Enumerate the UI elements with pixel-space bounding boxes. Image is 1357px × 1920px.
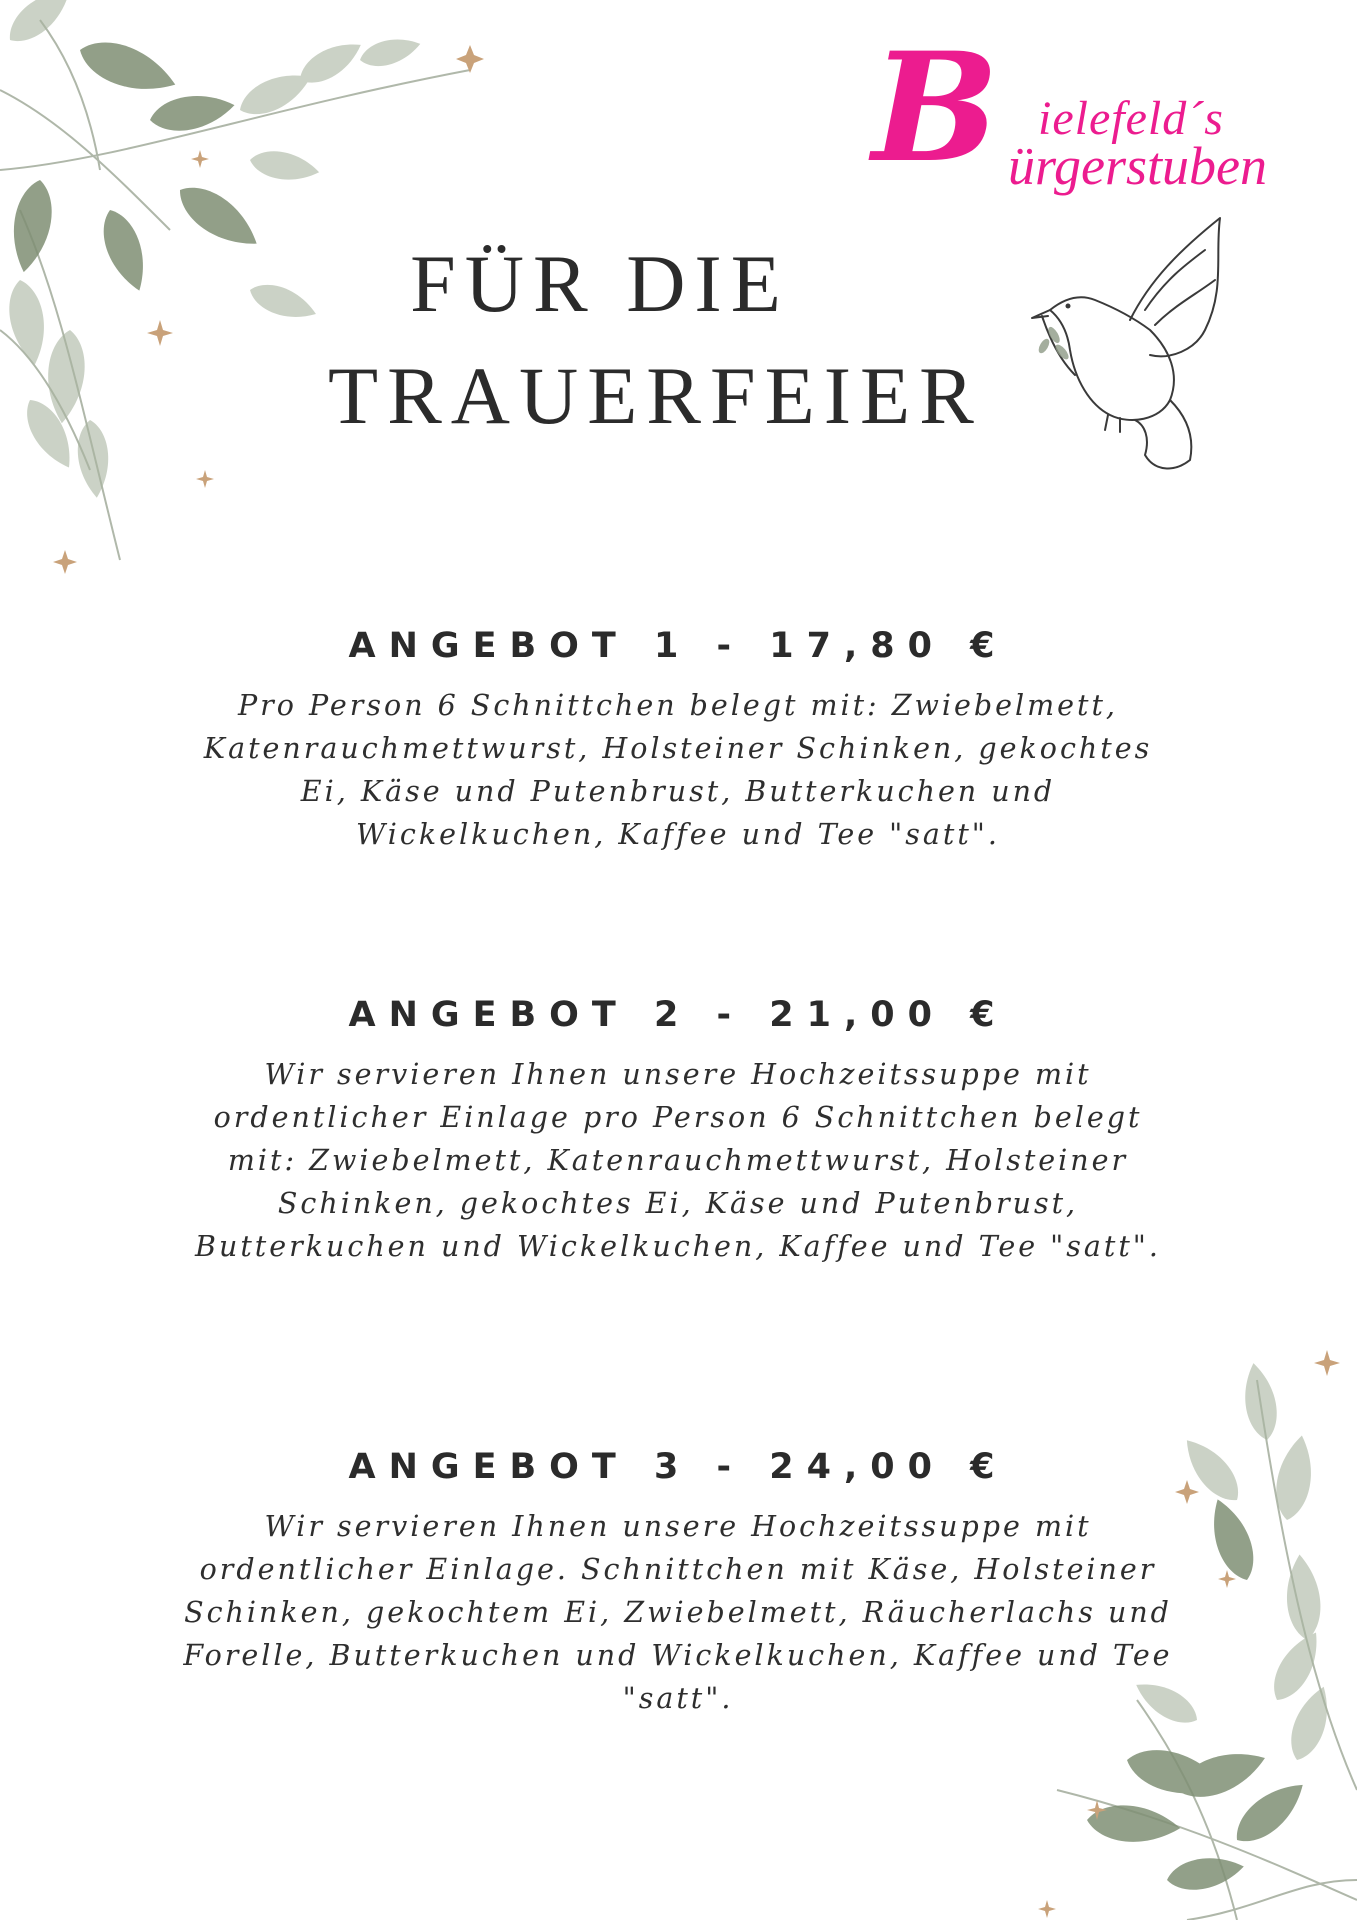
leaves-decoration-icon bbox=[937, 1320, 1357, 1920]
offer-3-description: Wir servieren Ihnen unsere Hochzeitssuppe mit ordentlicher Einlage. Schnittchen mit Käse, Holsteiner Schinken, gekochtem Ei, Zwiebelmett, Räucherlachs und Forelle, Butterkuchen und Wickelkuchen, Kaffee und Tee "satt". bbox=[183, 1510, 1173, 1715]
dove-icon bbox=[1020, 210, 1260, 490]
page-title bbox=[280, 228, 1060, 452]
page-title-line-1: FÜR DIE bbox=[410, 238, 790, 329]
offer-2 bbox=[140, 995, 1216, 1268]
logo-line-1: ielefeld´s bbox=[1038, 92, 1224, 145]
page-title-line-2: TRAUERFEIER bbox=[328, 350, 983, 441]
offer-2-description: Wir servieren Ihnen unsere Hochzeitssuppe mit ordentlicher Einlage pro Person 6 Schnittchen belegt mit: Zwiebelmett, Katenrauchmettwurst, Holsteiner Schinken, gekochtes Ei, Käse und Putenbrust, Butterkuchen und Wickelkuchen, Kaffee und Tee "satt". bbox=[195, 1058, 1161, 1263]
logo-line-2: ürgerstuben bbox=[1008, 136, 1267, 196]
offer-2-heading: ANGEBOT 2 - 21,00 € bbox=[348, 995, 1008, 1035]
logo-initial: B bbox=[872, 20, 999, 196]
offer-1-heading: ANGEBOT 1 - 17,80 € bbox=[348, 626, 1008, 666]
brand-logo bbox=[860, 20, 1330, 205]
offer-1-description: Pro Person 6 Schnittchen belegt mit: Zwiebelmett, Katenrauchmettwurst, Holsteiner Schinken, gekochtes Ei, Käse und Putenbrust, Butterkuchen und Wickelkuchen, Kaffee und Tee "satt". bbox=[203, 689, 1153, 851]
offer-3-heading: ANGEBOT 3 - 24,00 € bbox=[348, 1447, 1008, 1487]
offer-1 bbox=[140, 626, 1216, 856]
